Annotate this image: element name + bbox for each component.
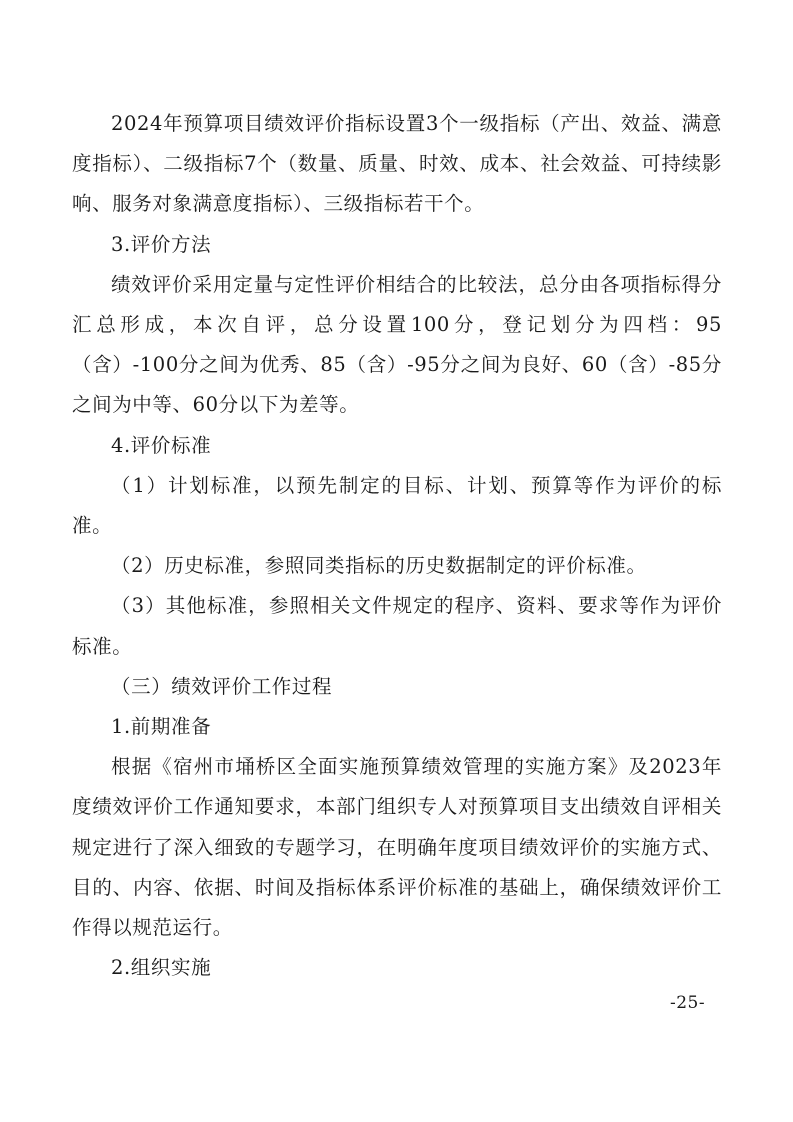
heading-evaluation-method: 3.评价方法 [111, 232, 212, 256]
paragraph-plan-standard: （1）计划标准，以预先制定的目标、计划、预算等作为评价的标准。 [72, 473, 722, 538]
heading-preparation: 1.前期准备 [111, 715, 212, 739]
paragraph-evaluation-method: 绩效评价采用定量与定性评价相结合的比较法，总分由各项指标得分汇总形成，本次自评，总分设置100分，登记划分为四档：95（含）-100分之间为优秀、85（含）-95分之间为良好、60（含）-85分之间为中等、60分以下为差等。 [72, 272, 722, 417]
heading-implementation: 2.组织实施 [111, 956, 212, 980]
page-number: -25- [670, 993, 706, 1013]
paragraph-preparation: 根据《宿州市埇桥区全面实施预算绩效管理的实施方案》及2023年度绩效评价工作通知要求，本部门组织专人对预算项目支出绩效自评相关规定进行了深入细致的专题学习，在明确年度项目绩效评价的实施方式、目的、内容、依据、时间及指标体系评价标准的基础上，确保绩效评价工作得以规范运行。 [72, 755, 722, 940]
document-body [72, 104, 722, 988]
heading-evaluation-standards: 4.评价标准 [111, 433, 212, 457]
paragraph-other-standard: （3）其他标准，参照相关文件规定的程序、资料、要求等作为评价标准。 [72, 594, 722, 658]
heading-evaluation-process: （三）绩效评价工作过程 [111, 674, 333, 698]
paragraph-history-standard: （2）历史标准，参照同类指标的历史数据制定的评价标准。 [111, 554, 647, 578]
paragraph-indicator-settings: 2024年预算项目绩效评价指标设置3个一级指标（产出、效益、满意度指标）、二级指标7个（数量、质量、时效、成本、社会效益、可持续影响、服务对象满意度指标）、三级指标若干个。 [72, 112, 722, 216]
